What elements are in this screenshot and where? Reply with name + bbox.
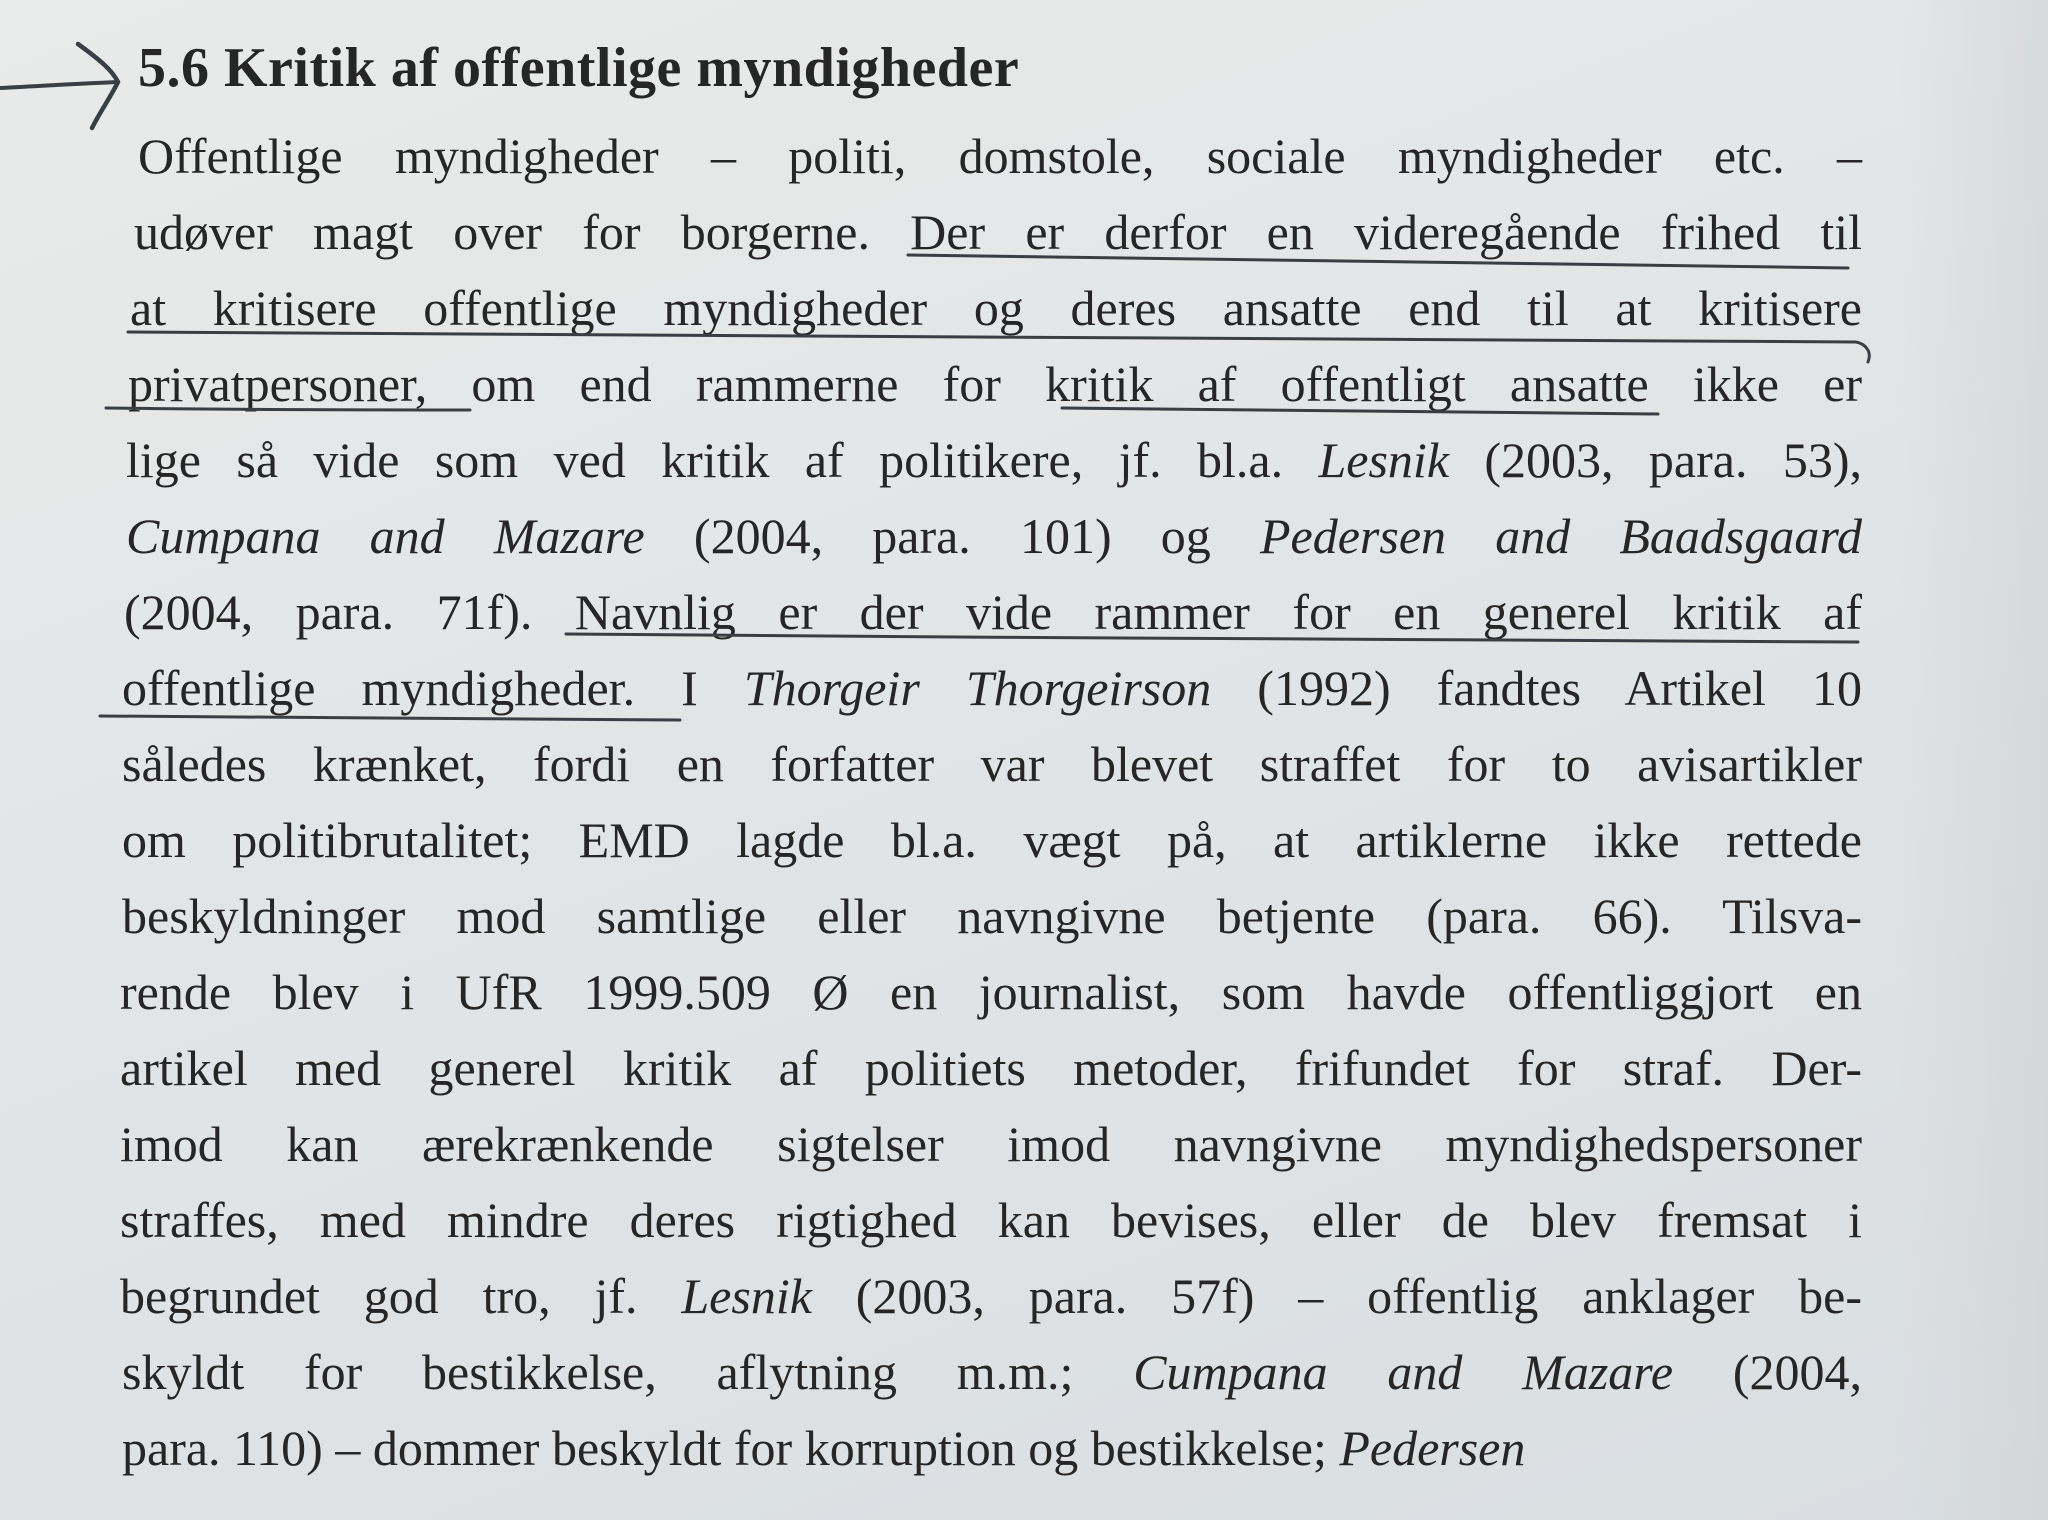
text-line: Cumpana and Mazare (2004, para. 101) og Pedersen and Baadsgaard <box>126 508 1862 564</box>
page-edge-shadow <box>1898 0 2048 1520</box>
text-line: beskyldninger mod samtlige eller navngivne betjente (para. 66). Tilsva- <box>122 888 1862 944</box>
case-citation: Lesnik <box>681 1268 812 1324</box>
text-line: imod kan ærekrænkende sigtelser imod navngivne myndighedspersoner <box>120 1116 1862 1172</box>
text-line: (2004, para. 71f). Navnlig er der vide rammer for en generel kritik af <box>124 584 1862 640</box>
case-citation: Thorgeir Thorgeirson <box>743 660 1212 716</box>
text-line: lige så vide som ved kritik af politikere, jf. bl.a. Lesnik (2003, para. 53), <box>126 432 1862 488</box>
text-line: begrundet god tro, jf. Lesnik (2003, para. 57f) – offentlig anklager be- <box>120 1268 1863 1324</box>
case-citation: Pedersen <box>1339 1420 1526 1476</box>
text-line: para. 110) – dommer beskyldt for korruption og bestikkelse; Pedersen <box>122 1420 1526 1476</box>
text-line: offentlige myndigheder. I Thorgeir Thorgeirson (1992) fandtes Artikel 10 <box>122 660 1862 716</box>
text-line: at kritisere offentlige myndigheder og deres ansatte end til at kritisere <box>130 280 1862 336</box>
case-citation: Lesnik <box>1318 432 1450 488</box>
case-citation: Cumpana and Mazare <box>1133 1344 1674 1400</box>
text-line: således krænket, fordi en forfatter var blevet straffet for to avisartikler <box>122 736 1862 792</box>
case-citation: Pedersen and Baadsgaard <box>1259 508 1862 564</box>
text-line: om politibrutalitet; EMD lagde bl.a. vægt på, at artiklerne ikke rettede <box>122 812 1862 868</box>
text-line: privatpersoner, om end rammerne for kritik af offentligt ansatte ikke er <box>128 356 1862 412</box>
section-heading: 5.6 Kritik af offentlige myndigheder <box>138 37 1020 99</box>
text-line: straffes, med mindre deres rigtighed kan bevises, eller de blev fremsat i <box>120 1192 1862 1248</box>
text-line: Offentlige myndigheder – politi, domstole, sociale myndigheder etc. – <box>138 128 1862 184</box>
body-paragraph <box>122 118 1862 1486</box>
text-line: udøver magt over for borgerne. Der er derfor en videregående frihed til <box>134 204 1862 260</box>
case-citation: Cumpana and Mazare <box>126 508 645 564</box>
text-line: artikel med generel kritik af politiets metoder, frifundet for straf. Der- <box>120 1040 1862 1096</box>
text-line: rende blev i UfR 1999.509 Ø en journalist, som havde offentliggjort en <box>120 964 1862 1020</box>
text-line: skyldt for bestikkelse, aflytning m.m.; Cumpana and Mazare (2004, <box>122 1344 1863 1400</box>
